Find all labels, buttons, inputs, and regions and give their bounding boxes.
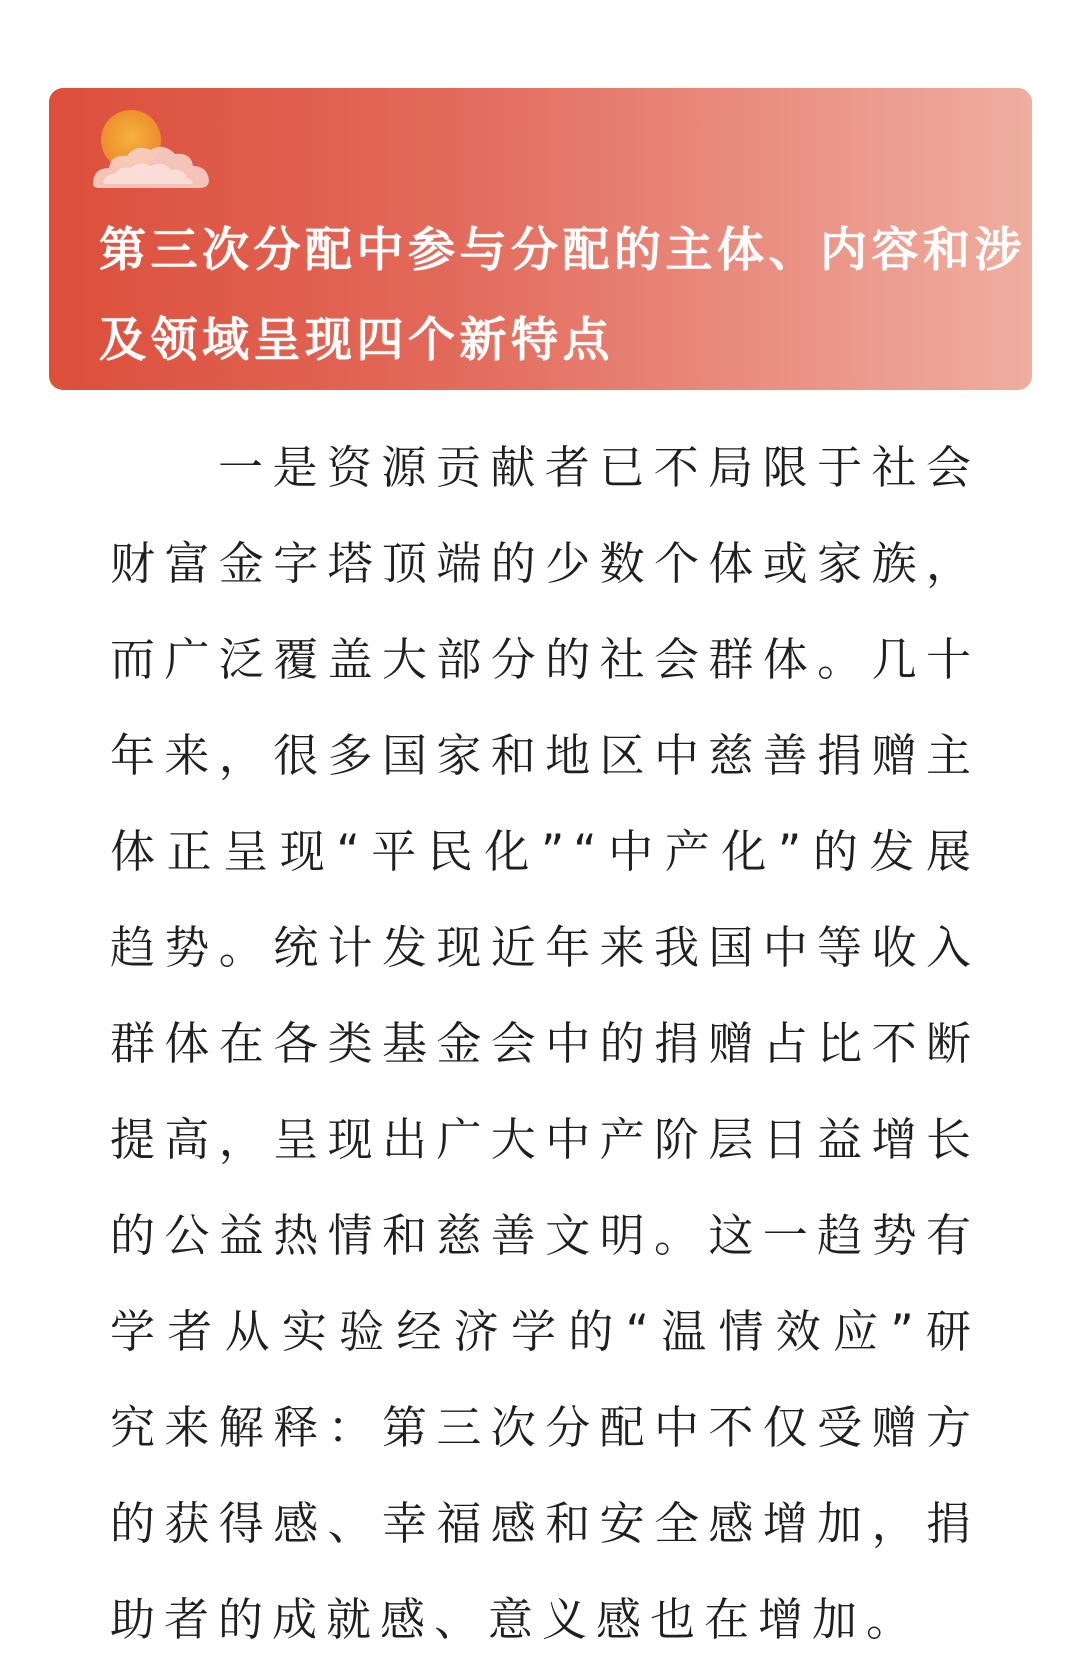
sun-cloud-icon (79, 98, 219, 198)
section-title: 第三次分配中参与分配的主体、内容和涉及领域呈现四个新特点 (99, 223, 1026, 368)
section-header-banner (49, 88, 1032, 390)
article-paragraph: 一是资源贡献者已不局限于社会财富金字塔顶端的少数个体或家族，而广泛覆盖大部分的社会群体。几十年来，很多国家和地区中慈善捐赠主体正呈现“平民化”“中产化”的发展趋势。统计发现近年来我国中等收入群体在各类基金会中的捐赠占比不断提高，呈现出广大中产阶层日益增长的公益热情和慈善文明。这一趋势有学者从实验经济学的“温情效应”研究来解释：第三次分配中不仅受赠方的获得感、幸福感和安全感增加，捐助者的成就感、意义感也在增加。 (110, 441, 980, 1646)
